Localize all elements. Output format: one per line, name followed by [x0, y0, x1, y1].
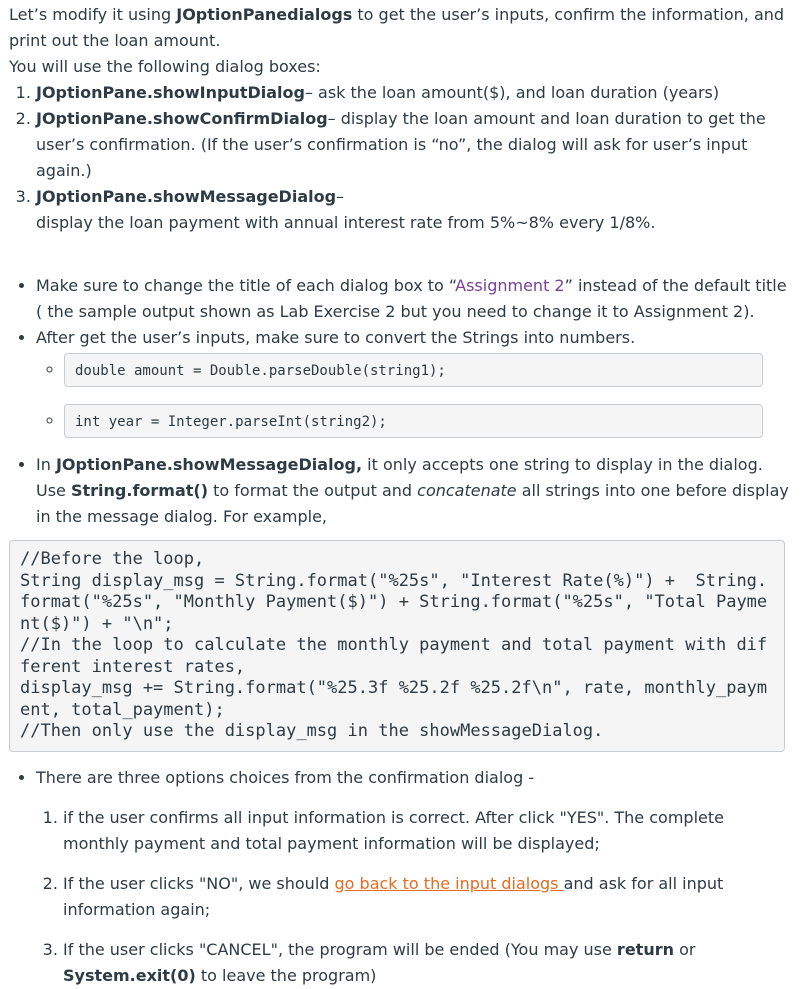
option-text: or	[673, 939, 696, 959]
bullet-text-rest: ” instead of the default title ( the sample output shown as Lab Exercise 2 but you need to change it to Assignment 2).	[36, 276, 787, 321]
assignment-page	[9, 2, 789, 989]
option-no	[63, 871, 789, 923]
bold-term: JOptionPane.showMessageDialog,	[55, 455, 363, 474]
dialog-name: JOptionPane.showMessageDialog	[36, 187, 337, 206]
option-text-rest: and ask for all input information again;	[63, 873, 724, 919]
conversion-code-list	[36, 353, 789, 438]
intro-text: Let’s modify it using	[9, 5, 177, 24]
intro-bold-term: JOptionPanedialogs	[176, 5, 353, 24]
italic-term: concatenate	[417, 481, 517, 500]
option-text: if the user confirms all input information is correct. After click "YES". The complete monthly payment and total payment information will be displayed;	[63, 807, 724, 853]
intro-dialogs-line: You will use the following dialog boxes:	[9, 57, 321, 76]
bold-term: return	[616, 939, 674, 959]
bullet-options-intro	[36, 765, 789, 989]
options-bullets	[9, 765, 789, 989]
bullet-text: In	[36, 455, 56, 474]
bold-term: System.exit(0)	[63, 965, 196, 985]
bullet-text: to format the output and	[208, 481, 418, 500]
dialog-name: JOptionPane.showInputDialog	[36, 83, 305, 102]
dialog-desc: –	[336, 187, 345, 206]
dialog-desc-continued: display the loan payment with annual interest rate from 5%~8% every 1/8%.	[36, 213, 656, 232]
code-example-block: //Before the loop, String display_msg = String.format("%25s", "Interest Rate(%)") + String.format("%25s", "Monthly Payment($)") + String.format("%25s", "Total Payment($)") + "\n"; //In the loop to calculate the monthly payment and total payment with different interest rates, display_msg += String.format("%25.3f %25.2f %25.2f\n", rate, monthly_payment, total_payment); //Then only use the display_msg in the showMessageDialog.	[9, 540, 785, 752]
dialog-item-input	[36, 80, 789, 106]
bullet-convert-instruction	[36, 325, 789, 438]
options-list	[36, 805, 789, 989]
option-text: If the user clicks "CANCEL", the program will be ended (You may use	[63, 939, 617, 959]
dialog-desc: – display the loan amount and loan duration to get the user’s confirmation. (If the user’s confirmation is “no”, the dialog will ask for user’s input again.)	[36, 109, 766, 180]
option-text-rest: to leave the program)	[195, 965, 377, 985]
intro-paragraph	[9, 2, 789, 54]
option-cancel	[63, 937, 789, 989]
dialog-desc: – ask the loan amount($), and loan duration (years)	[304, 83, 720, 102]
bullet-text: After get the user’s inputs, make sure to convert the Strings into numbers.	[36, 328, 636, 347]
bullet-text: all strings into one before display in the message dialog. For example,	[36, 481, 789, 526]
bullet-title-instruction	[36, 273, 789, 325]
bullet-text: There are three options choices from the confirmation dialog -	[36, 767, 535, 787]
bullet-format-instruction	[36, 452, 789, 530]
code-example-int	[64, 404, 789, 438]
bullet-text: it only accepts one string to display in the dialog. Use	[36, 455, 763, 500]
code-snippet-double: ◦ double amount = Double.parseDouble(string1);	[64, 353, 763, 387]
dialog-list	[9, 80, 789, 236]
go-back-link[interactable]: go back to the input dialogs	[334, 873, 564, 893]
code-example-double	[64, 353, 789, 387]
dialog-name: JOptionPane.showConfirmDialog	[36, 109, 328, 128]
option-yes	[63, 805, 789, 857]
option-text: If the user clicks "NO", we should	[63, 873, 335, 893]
intro-text-rest: to get the user’s inputs, confirm the information, and print out the loan amount.	[9, 5, 785, 50]
code-snippet-int: ◦ int year = Integer.parseInt(string2);	[64, 404, 763, 438]
assignment-title-highlight: Assignment 2	[455, 276, 565, 295]
dialog-item-confirm	[36, 106, 789, 184]
bold-term: String.format()	[70, 481, 209, 500]
instruction-bullets	[9, 273, 789, 530]
bullet-text: Make sure to change the title of each dialog box to “	[36, 276, 456, 295]
dialog-item-message	[36, 184, 789, 236]
